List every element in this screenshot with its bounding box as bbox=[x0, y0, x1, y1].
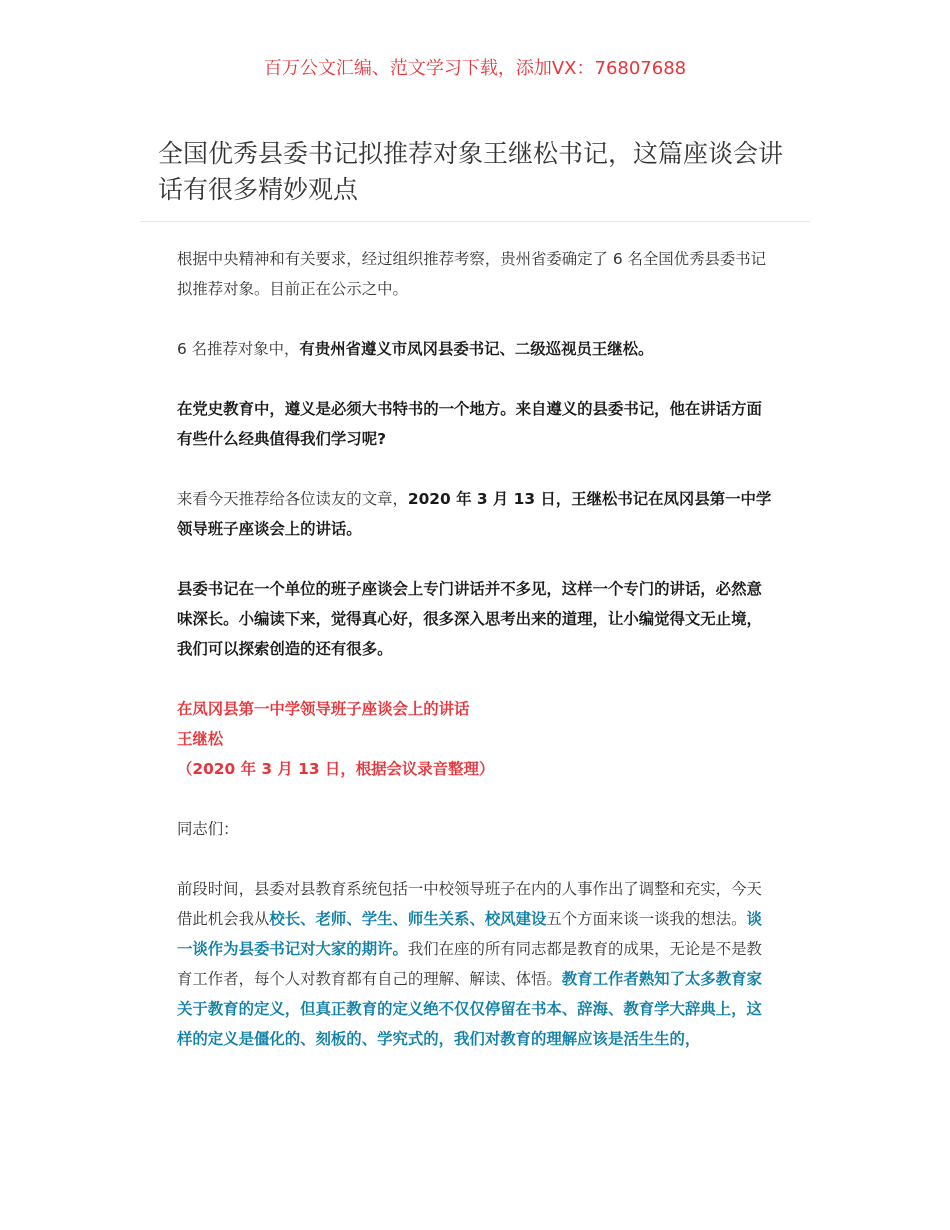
title-divider bbox=[140, 221, 810, 222]
candidates-text: 6 名推荐对象中， bbox=[177, 340, 300, 358]
promo-banner: 百万公文汇编、范文学习下载，添加VX：76807688 bbox=[263, 58, 687, 79]
speech-heading bbox=[177, 694, 777, 784]
article-body bbox=[177, 244, 777, 1084]
body-text-3: 我们在座的所有同志都是教育的成果，无论是不是教育工作者，每个人对教育都有自己的理解、解读、体悟。 bbox=[177, 940, 762, 988]
body-text-1: 前段时间，县委对县教育系统包括一中校领导班子在内的人事作出了调整和充实，今天借此机会我从 bbox=[177, 880, 762, 928]
speech-greeting: 同志们： bbox=[177, 820, 239, 838]
recommend-highlight: 2020 年 3 月 13 日，王继松书记在凤冈县第一中学领导班子座谈会上的讲话。 bbox=[177, 490, 772, 538]
body-highlight-1: 校长、老师、学生、师生关系、校风建设 bbox=[269, 910, 547, 928]
speech-title: 在凤冈县第一中学领导班子座谈会上的讲话 bbox=[177, 700, 470, 718]
paragraph-intro: 根据中央精神和有关要求，经过组织推荐考察，贵州省委确定了 6 名全国优秀县委书记拟推荐对象。目前正在公示之中。 bbox=[177, 250, 767, 298]
paragraph-zunyi: 在党史教育中，遵义是必须大书特书的一个地方。来自遵义的县委书记，他在讲话方面有些什么经典值得我们学习呢? bbox=[177, 400, 762, 448]
paragraph-editor-note: 县委书记在一个单位的班子座谈会上专门讲话并不多见，这样一个专门的讲话，必然意味深长。小编读下来，觉得真心好，很多深入思考出来的道理，让小编觉得文无止境，我们可以探索创造的还有很多。 bbox=[177, 580, 762, 658]
paragraph-recommend bbox=[177, 484, 777, 544]
speech-paragraph-1 bbox=[177, 874, 777, 1054]
paragraph-candidates bbox=[177, 334, 777, 364]
body-text-2: 五个方面来谈一谈我的想法。 bbox=[546, 910, 747, 928]
recommend-text: 来看今天推荐给各位读友的文章， bbox=[177, 490, 408, 508]
body-highlight-3: 教育工作者熟知了太多教育家关于教育的定义，但真正教育的定义绝不仅仅停留在书本、辞海、教育学大辞典上，这样的定义是僵化的、刻板的、学究式的，我们对教育的理解应该是活生生的， bbox=[177, 970, 762, 1048]
body-highlight-2: 谈一谈作为县委书记对大家的期许。 bbox=[177, 910, 762, 958]
speech-date: （2020 年 3 月 13 日，根据会议录音整理） bbox=[177, 760, 495, 778]
candidates-highlight: 有贵州省遵义市凤冈县委书记、二级巡视员王继松。 bbox=[299, 340, 654, 358]
speech-speaker: 王继松 bbox=[177, 730, 224, 748]
article-title: 全国优秀县委书记拟推荐对象王继松书记，这篇座谈会讲话有很多精妙观点 bbox=[158, 139, 784, 204]
